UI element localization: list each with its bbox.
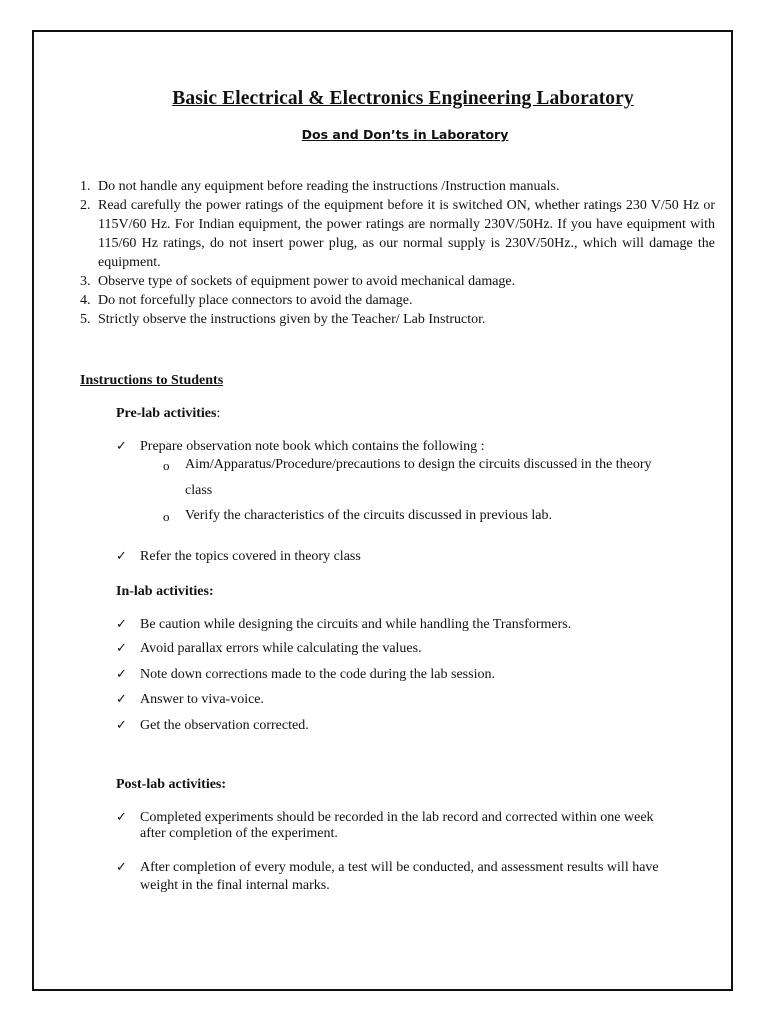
rule-text: Strictly observe the instructions given by the Teacher/ Lab Instructor. (98, 312, 486, 327)
rule-number: 5. (80, 312, 91, 327)
checkmark-icon: ✓ (116, 718, 127, 733)
prelab-item-2: Refer the topics covered in theory class (140, 549, 361, 564)
rule-number: 1. (80, 179, 91, 194)
document-subtitle: Dos and Don’ts in Laboratory (301, 127, 509, 142)
postlab-item-1-line-2: after completion of the experiment. (140, 826, 338, 841)
rules-list (80, 177, 715, 329)
prelab-subitem-2: Verify the characteristics of the circuits discussed in previous lab. (185, 508, 552, 523)
prelab-heading-text: Pre-lab activities (116, 406, 217, 421)
rule-item (80, 272, 715, 291)
checkmark-icon: ✓ (116, 667, 127, 682)
checkmark-icon: ✓ (116, 617, 127, 632)
checkmark-icon: ✓ (116, 692, 127, 707)
rule-item (80, 177, 715, 196)
instructions-heading: Instructions to Students (80, 373, 224, 388)
prelab-heading (116, 406, 220, 422)
inlab-item: Answer to viva-voice. (140, 692, 265, 707)
inlab-item: Be caution while designing the circuits and while handling the Transformers. (140, 617, 572, 632)
rule-item (80, 310, 715, 329)
prelab-item-1: Prepare observation note book which contains the following : (140, 439, 485, 454)
inlab-item: Note down corrections made to the code during the lab session. (140, 667, 495, 682)
rule-item (80, 196, 715, 272)
inlab-heading: In-lab activities: (116, 584, 214, 599)
rule-text: Do not forcefully place connectors to avoid the damage. (98, 293, 413, 308)
inlab-item: Get the observation corrected. (140, 718, 309, 733)
circle-bullet-icon: o (163, 458, 170, 473)
circle-bullet-icon: o (163, 509, 170, 524)
rule-number: 2. (80, 198, 91, 213)
rule-number: 3. (80, 274, 91, 289)
checkmark-icon: ✓ (116, 439, 127, 454)
postlab-item-2-line-1: After completion of every module, a test will be conducted, and assessment results will have (140, 860, 659, 875)
rule-text: Read carefully the power ratings of the equipment before it is switched ON, whether ratings 230 V/50 Hz or 115V/60 Hz. For Indian equipment, the power ratings are normally 230V/50Hz. If you have equipment with 115/60 Hz ratings, do not insert power plug, as our normal supply is 230V/50Hz., which will damage the equipment. (98, 198, 715, 270)
postlab-item-1-line-1: Completed experiments should be recorded in the lab record and corrected within one week (140, 810, 654, 825)
checkmark-icon: ✓ (116, 549, 127, 564)
rule-text: Do not handle any equipment before reading the instructions /Instruction manuals. (98, 179, 560, 194)
inlab-item: Avoid parallax errors while calculating the values. (140, 641, 422, 656)
checkmark-icon: ✓ (116, 641, 127, 656)
rule-text: Observe type of sockets of equipment power to avoid mechanical damage. (98, 274, 516, 289)
rule-item (80, 291, 715, 310)
checkmark-icon: ✓ (116, 810, 127, 825)
prelab-subitem-1-line-2: class (185, 483, 213, 498)
postlab-heading: Post-lab activities: (116, 777, 227, 792)
rule-number: 4. (80, 293, 91, 308)
document-title: Basic Electrical & Electronics Engineering Laboratory (172, 88, 634, 109)
prelab-heading-colon: : (216, 406, 221, 421)
prelab-subitem-1-line-1: Aim/Apparatus/Procedure/precautions to design the circuits discussed in the theory (185, 457, 652, 472)
postlab-item-2-line-2: weight in the final internal marks. (140, 878, 330, 893)
checkmark-icon: ✓ (116, 860, 127, 875)
